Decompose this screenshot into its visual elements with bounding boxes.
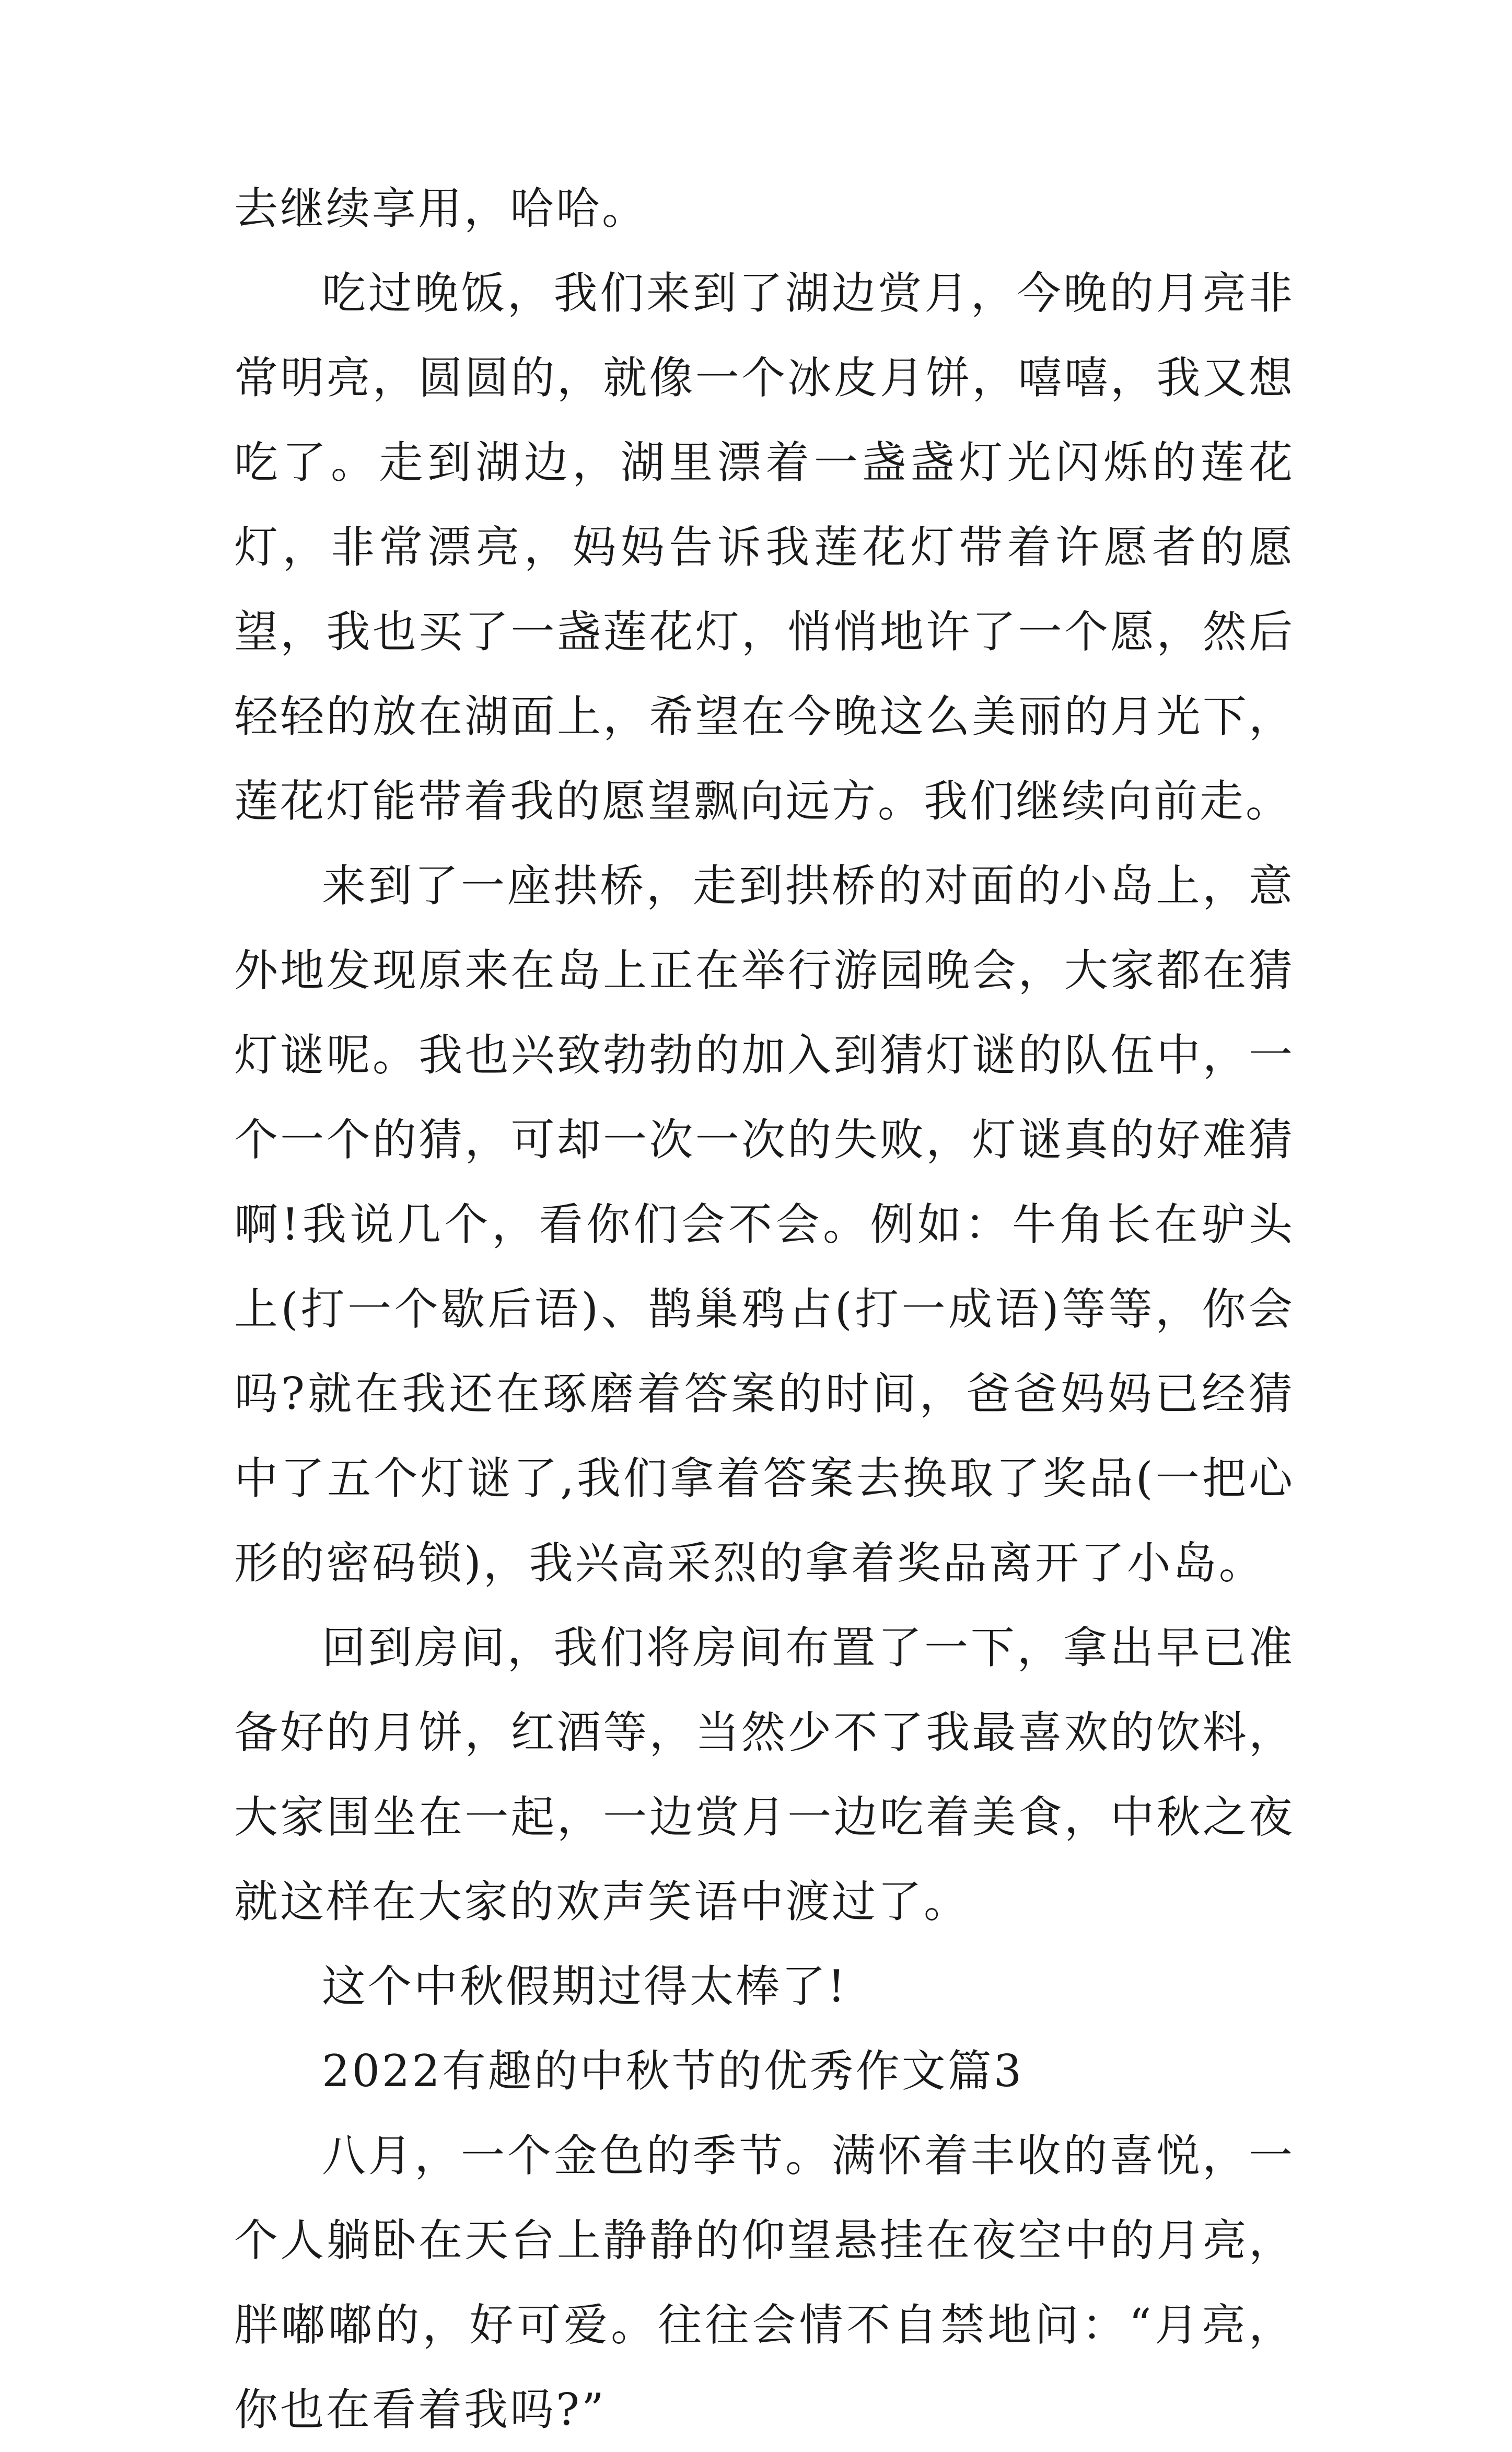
paragraph-5: 这个中秋假期过得太棒了! [322,1961,847,2012]
section-heading: 2022有趣的中秋节的优秀作文篇3 [322,2045,1024,2097]
paragraph-4: 回到房间，我们将房间布置了一下，拿出早已准备好的月饼，红酒等，当然少不了我最喜欢的饮料，大家围坐在一起，一边赏月一边吃着美食，中秋之夜就这样在大家的欢声笑语中渡过了。 [234,1622,1295,1927]
paragraph-2: 吃过晚饭，我们来到了湖边赏月，今晚的月亮非常明亮，圆圆的，就像一个冰皮月饼，嘻嘻，我又想吃了。走到湖边，湖里漂着一盏盏灯光闪烁的莲花灯，非常漂亮，妈妈告诉我莲花灯带着许愿者的愿望，我也买了一盏莲花灯，悄悄地许了一个愿，然后轻轻的放在湖面上，希望在今晚这么美丽的月光下，莲花灯能带着我的愿望飘向远方。我们继续向前走。 [234,268,1295,827]
paragraph-6: 八月，一个金色的季节。满怀着丰收的喜悦，一个人躺卧在天台上静静的仰望悬挂在夜空中的月亮，胖嘟嘟的，好可爱。往往会情不自禁地问：“月亮，你也在看着我吗?” [234,2130,1295,2435]
document-body [234,166,1295,2452]
paragraph-1: 去继续享用，哈哈。 [234,183,648,234]
paragraph-3: 来到了一座拱桥，走到拱桥的对面的小岛上，意外地发现原来在岛上正在举行游园晚会，大家都在猜灯谜呢。我也兴致勃勃的加入到猜灯谜的队伍中，一个一个的猜，可却一次一次的失败，灯谜真的好难猜啊!我说几个，看你们会不会。例如：牛角长在驴头上(打一个歇后语)、鹊巢鸦占(打一成语)等等，你会吗?就在我还在琢磨着答案的时间，爸爸妈妈已经猜中了五个灯谜了,我们拿着答案去换取了奖品(一把心形的密码锁)，我兴高采烈的拿着奖品离开了小岛。 [234,860,1295,1589]
